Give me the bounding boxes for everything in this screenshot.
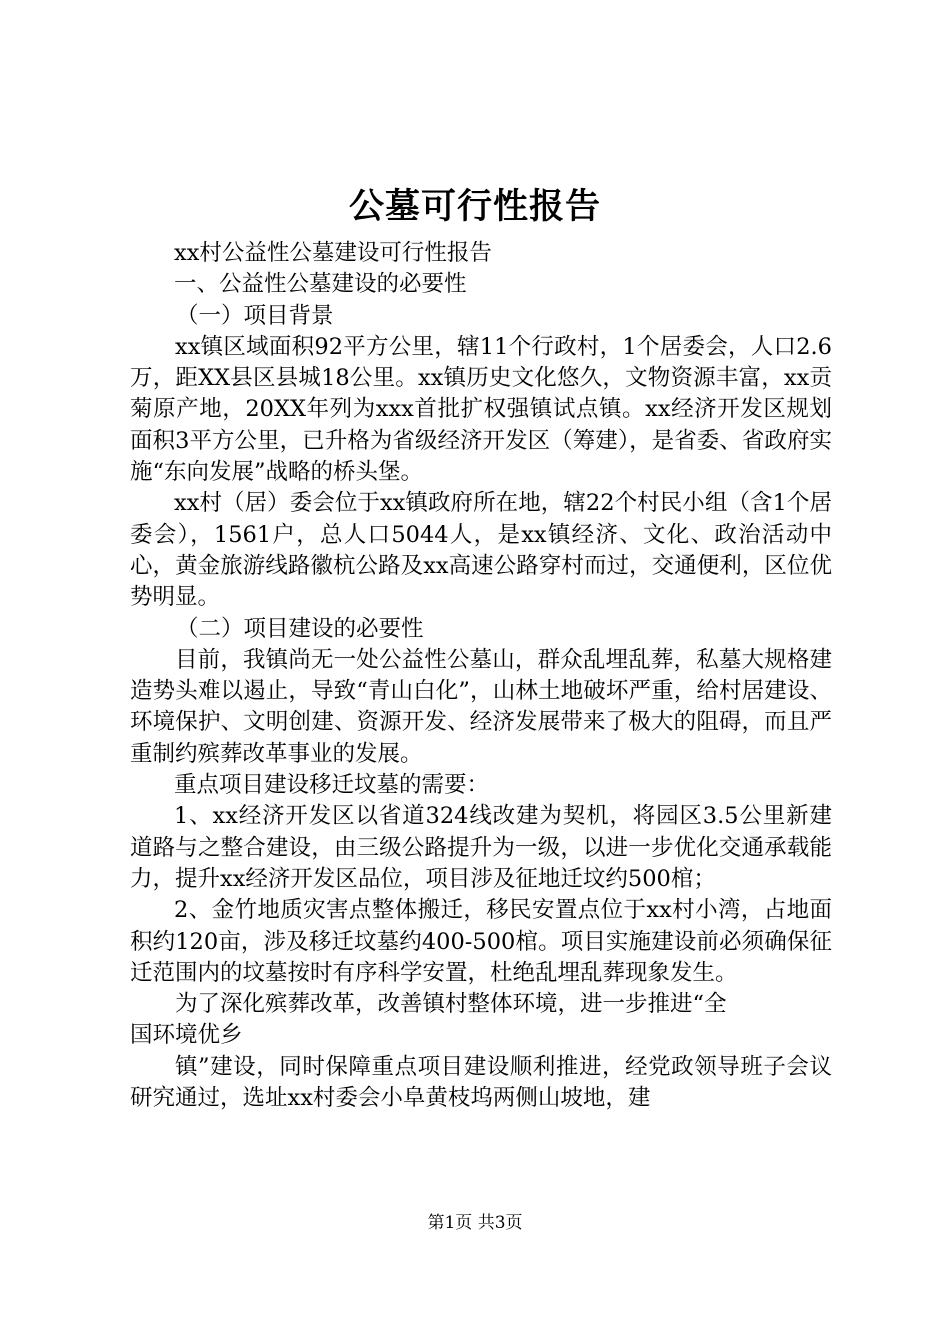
document-title: 公墓可行性报告: [348, 186, 601, 227]
paragraph: 重点项目建设移迁坟墓的需要：: [174, 772, 490, 799]
section-heading: 一、公益性公墓建设的必要性: [174, 271, 467, 298]
document-subtitle: xx村公益性公墓建设可行性报告: [174, 240, 492, 266]
page-footer: 第1页 共3页: [427, 1213, 523, 1233]
document-body: [130, 238, 832, 1114]
list-item: 1、xx经济开发区以省道324线改建为契机，将园区3.5公里新建道路与之整合建设，由三级公路提升为一级，以进一步优化交通承载能力，提升xx经济开发区品位，项目涉及征地迁坟约500棺；: [130, 803, 832, 892]
paragraph: 镇”建设，同时保障重点项目建设顺利推进，经党政领导班子会议研究通过，选址xx村委会小阜黄枝坞两侧山坡地，建: [130, 1053, 832, 1112]
paragraph-line: 为了深化殡葬改革，改善镇村整体环境，进一步推进“全: [175, 991, 727, 1018]
paragraph: xx村（居）委会位于xx镇政府所在地，辖22个村民小组（含1个居委会），1561户，总人口5044人，是xx镇经济、文化、政治活动中心，黄金旅游线路徽杭公路及xx高速公路穿村而过，交通便利，区位优势明显。: [130, 490, 832, 611]
paragraph: xx镇区域面积92平方公里，辖11个行政村，1个居委会，人口2.6万，距XX县区县城18公里。xx镇历史文化悠久，文物资源丰富，xx贡菊原产地，20XX年列为xxx首批扩权强镇试点镇。xx经济开发区规划面积3平方公里，已升格为省级经济开发区（筹建），是省委、省政府实施“东向发展”战略的桥头堡。: [130, 333, 832, 486]
paragraph: 目前，我镇尚无一处公益性公墓山，群众乱埋乱葬，私墓大规格建造势头难以遏止，导致“青山白化”，山林土地破坏严重，给村居建设、环境保护、文明创建、资源开发、经济发展带来了极大的阻碍，而且严重制约殡葬改革事业的发展。: [130, 646, 832, 767]
subsection-heading: （二）项目建设的必要性: [176, 615, 424, 642]
subsection-heading: （一）项目背景: [176, 302, 334, 329]
paragraph-line: 国环境优乡: [130, 1022, 243, 1049]
list-item: 2、金竹地质灾害点整体搬迁，移民安置点位于xx村小湾，占地面积约120亩，涉及移迁坟墓约400-500棺。项目实施建设前必须确保征迁范围内的坟墓按时有序科学安置，杜绝乱埋乱葬现象发生。: [130, 897, 832, 986]
